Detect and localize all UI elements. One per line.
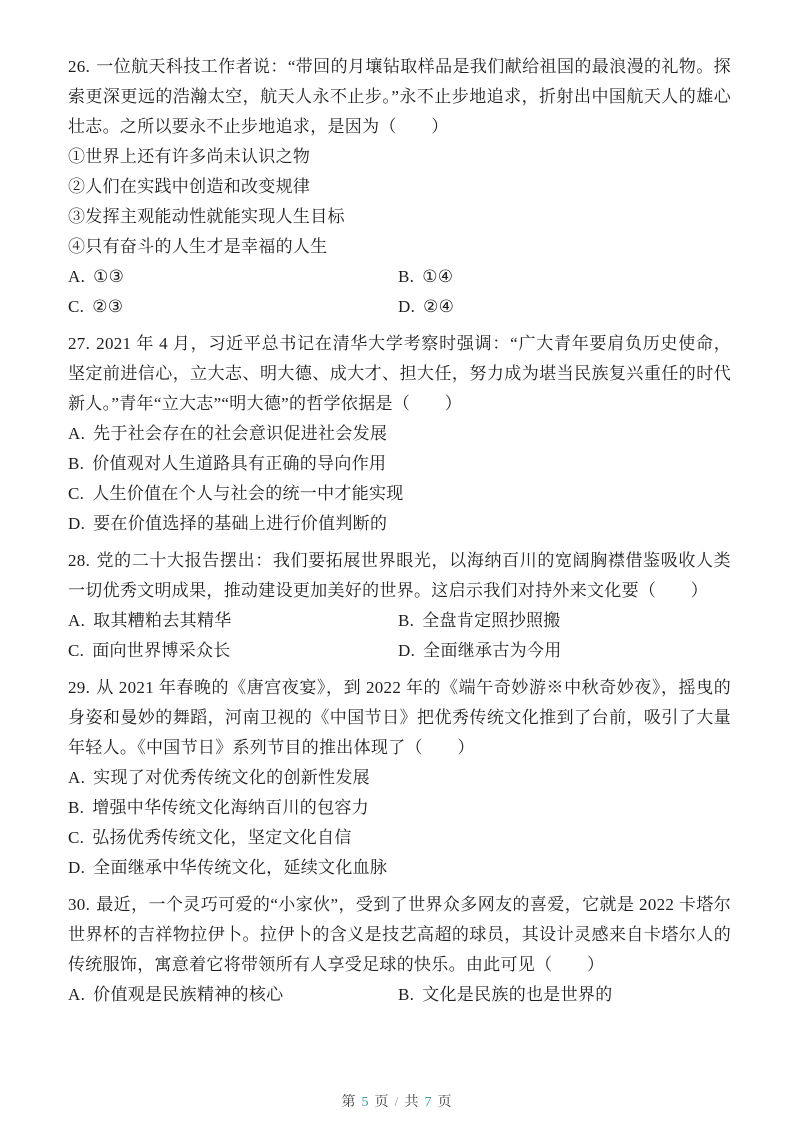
- question-26-item-4: ④只有奋斗的人生才是幸福的人生: [68, 237, 328, 256]
- question-29-option-b: B. 增强中华传统文化海纳百川的包容力: [68, 798, 370, 817]
- question-27-options: [68, 419, 731, 539]
- question-26-item-2: ②人们在实践中创造和改变规律: [68, 177, 311, 196]
- question-26-options: [68, 262, 731, 322]
- question-27-option-c: C. 人生价值在个人与社会的统一中才能实现: [68, 484, 404, 503]
- question-29-stem: [68, 673, 731, 763]
- footer-page-label-before: 第: [341, 1095, 356, 1110]
- question-28-stem: [68, 546, 731, 606]
- question-30-option-b: B. 文化是民族的也是世界的: [398, 985, 613, 1004]
- question-26-option-b: B. ①④: [398, 267, 454, 286]
- question-30: [68, 890, 731, 1010]
- question-26-option-a: A. ①③: [68, 267, 125, 286]
- question-26-stem-text: 一位航天科技工作者说：“带回的月壤钻取样品是我们献给祖国的最浪漫的礼物。探索更深更远的浩瀚太空，航天人永不止步。”永不止步地追求，折射出中国航天人的雄心壮志。之所以要永不止步地追求，是因为（ ）: [68, 57, 731, 136]
- question-28-option-a: A. 取其糟粕去其精华: [68, 611, 232, 630]
- question-28-option-c: C. 面向世界博采众长: [68, 641, 231, 660]
- question-28-stem-text: 党的二十大报告摆出：我们要拓展世界眼光，以海纳百川的宽阔胸襟借鉴吸收人类一切优秀文明成果，推动建设更加美好的世界。这启示我们对持外来文化要（ ）: [68, 551, 731, 600]
- page-footer: [0, 1092, 793, 1114]
- question-29-option-d: D. 全面继承中华传统文化，延续文化血脉: [68, 858, 388, 877]
- question-28-options: [68, 606, 731, 666]
- question-29-options: [68, 763, 731, 883]
- question-30-option-a: A. 价值观是民族精神的核心: [68, 985, 284, 1004]
- question-26-option-c: C. ②③: [68, 297, 124, 316]
- footer-page-label-after: 页: [374, 1095, 389, 1110]
- question-26-stem: [68, 52, 731, 142]
- question-28-option-d: D. 全面继承古为今用: [398, 641, 562, 660]
- question-27-stem: [68, 329, 731, 419]
- question-28-number: 28.: [68, 551, 91, 570]
- question-30-number: 30.: [68, 895, 91, 914]
- question-27-number: 27.: [68, 334, 91, 353]
- footer-separator: /: [394, 1095, 399, 1110]
- question-26-option-d: D. ②④: [398, 297, 455, 316]
- question-28-option-b: B. 全盘肯定照抄照搬: [398, 611, 561, 630]
- question-29-option-a: A. 实现了对优秀传统文化的创新性发展: [68, 768, 370, 787]
- footer-total-pages: 7: [424, 1095, 432, 1110]
- footer-total-label-after: 页: [437, 1095, 452, 1110]
- question-29-stem-text: 从 2021 年春晚的《唐宫夜宴》，到 2022 年的《端午奇妙游※中秋奇妙夜》，摇曳的身姿和曼妙的舞蹈，河南卫视的《中国节日》把优秀传统文化推到了台前，吸引了大量年轻人。《中国节日》系列节目的推出体现了（ ）: [68, 678, 731, 757]
- question-29-option-c: C. 弘扬优秀传统文化，坚定文化自信: [68, 828, 352, 847]
- question-26: [68, 52, 731, 322]
- question-30-stem-text: 最近，一个灵巧可爱的“小家伙”，受到了世界众多网友的喜爱，它就是 2022 卡塔尔世界杯的吉祥物拉伊卜。拉伊卜的含义是技艺高超的球员，其设计灵感来自卡塔尔人的传统服饰，寓意着它将带领所有人享受足球的快乐。由此可见（ ）: [68, 895, 731, 974]
- question-26-number: 26.: [68, 57, 91, 76]
- footer-current-page: 5: [361, 1095, 369, 1110]
- question-27-option-a: A. 先于社会存在的社会意识促进社会发展: [68, 424, 388, 443]
- question-30-stem: [68, 890, 731, 980]
- question-28: [68, 546, 731, 666]
- question-27: [68, 329, 731, 539]
- question-26-item-3: ③发挥主观能动性就能实现人生目标: [68, 207, 345, 226]
- question-30-options: [68, 980, 731, 1010]
- question-27-option-d: D. 要在价值选择的基础上进行价值判断的: [68, 514, 388, 533]
- question-26-item-1: ①世界上还有许多尚未认识之物: [68, 147, 311, 166]
- question-29-number: 29.: [68, 678, 91, 697]
- question-29: [68, 673, 731, 883]
- footer-total-label-before: 共: [404, 1095, 419, 1110]
- question-27-stem-text: 2021 年 4 月，习近平总书记在清华大学考察时强调：“广大青年要肩负历史使命，坚定前进信心，立大志、明大德、成大才、担大任，努力成为堪当民族复兴重任的时代新人。”青年“立大志”“明大德”的哲学依据是（ ）: [68, 334, 731, 413]
- question-27-option-b: B. 价值观对人生道路具有正确的导向作用: [68, 454, 387, 473]
